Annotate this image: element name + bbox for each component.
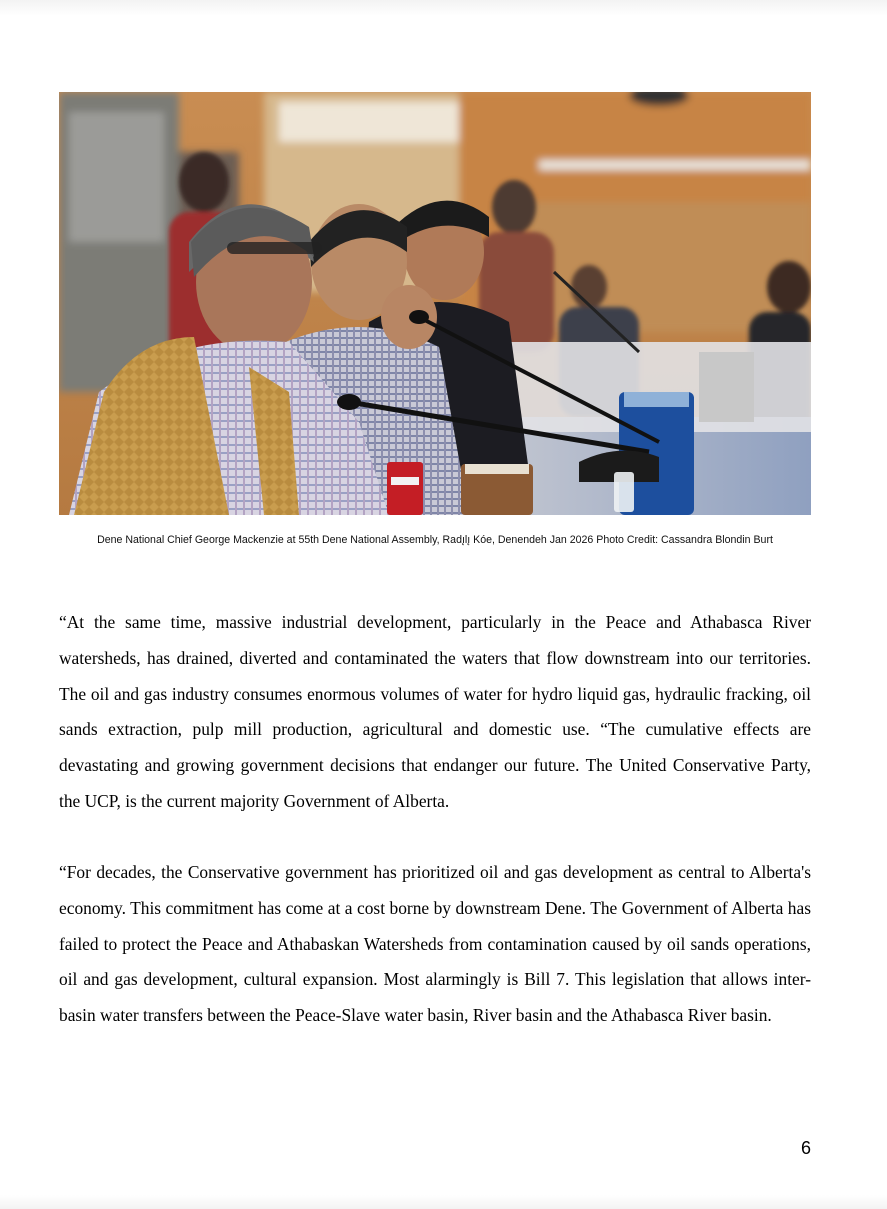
assembly-photo <box>59 92 811 515</box>
body-paragraph-2: “For decades, the Conservative government has prioritized oil and gas development as central to Alberta's economy. This commitment has come at a cost borne by downstream Dene. The Government of Alberta has failed to protect the Peace and Athabaskan Watersheds from contamination caused by oil sands operations, oil and gas development, cultural expansion. Most alarmingly is Bill 7. This legislation that allows inter-basin water transfers between the Peace-Slave water basin, River basin and the Athabasca River basin. <box>59 862 811 1026</box>
photo-caption: Dene National Chief George Mackenzie at 55th Dene National Assembly, Radı̨lı̨ Kóe, Denendeh Jan 2026 Photo Credit: Cassandra Blondin Burt <box>97 534 773 546</box>
page-edge-bottom <box>0 1195 887 1209</box>
page-edge-top <box>0 0 887 16</box>
page-number: 6 <box>800 1138 811 1158</box>
body-paragraph-1: “At the same time, massive industrial development, particularly in the Peace and Athabasca River watersheds, has drained, diverted and contaminated the waters that flow downstream into our territories. The oil and gas industry consumes enormous volumes of water for hydro liquid gas, hydraulic fracking, oil sands extraction, pulp mill production, agricultural and domestic use. “The cumulative effects are devastating and growing government decisions that endanger our future. The United Conservative Party, the UCP, is the current majority Government of Alberta. <box>59 612 811 811</box>
